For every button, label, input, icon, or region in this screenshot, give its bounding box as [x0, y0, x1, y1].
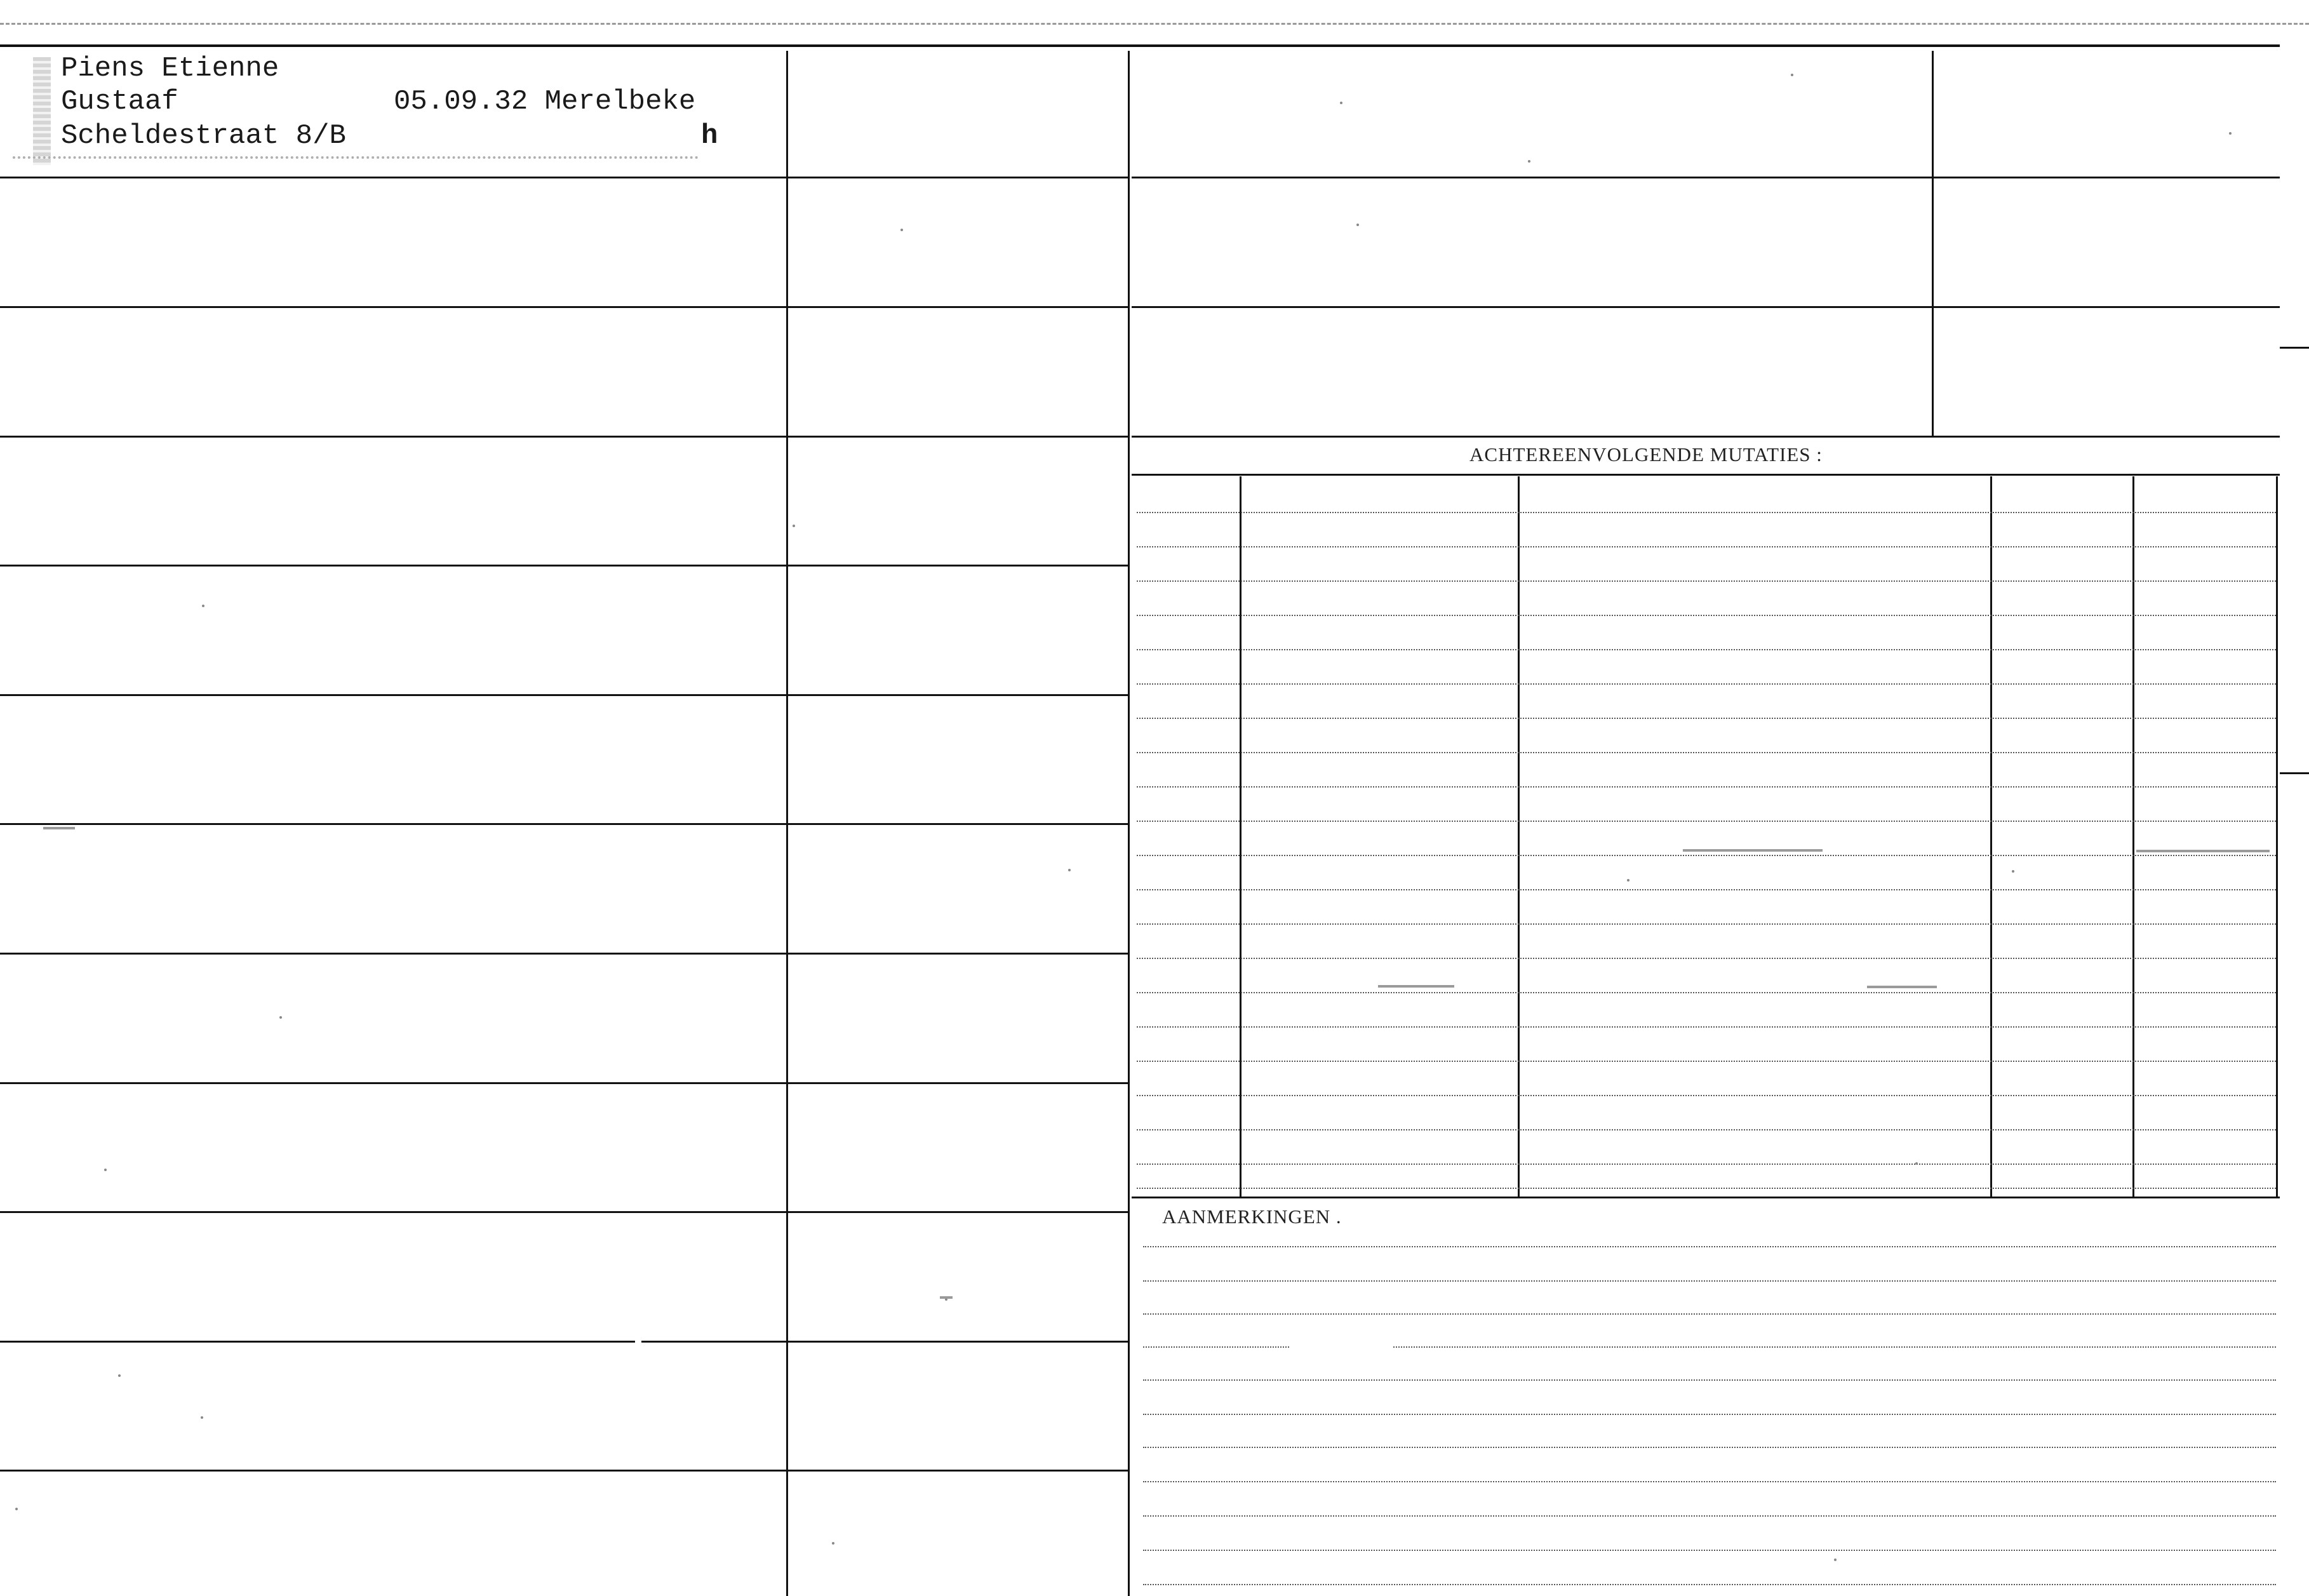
entry-given-name: Gustaaf [61, 86, 178, 117]
mutations-title: ACHTEREENVOLGENDE MUTATIES : [1469, 443, 1823, 466]
top-border [0, 44, 2280, 47]
entry-birth: 05.09.32 Merelbeke [394, 86, 696, 117]
top-scan-noise [0, 23, 2309, 32]
binding-stain [33, 57, 51, 165]
faded-typing [13, 156, 699, 166]
entry-address: Scheldestraat 8/B [61, 120, 346, 152]
remarks-title: AANMERKINGEN . [1162, 1205, 1342, 1228]
entry-surname: Piens Etienne [61, 53, 279, 84]
entry-mark: h [701, 120, 718, 152]
